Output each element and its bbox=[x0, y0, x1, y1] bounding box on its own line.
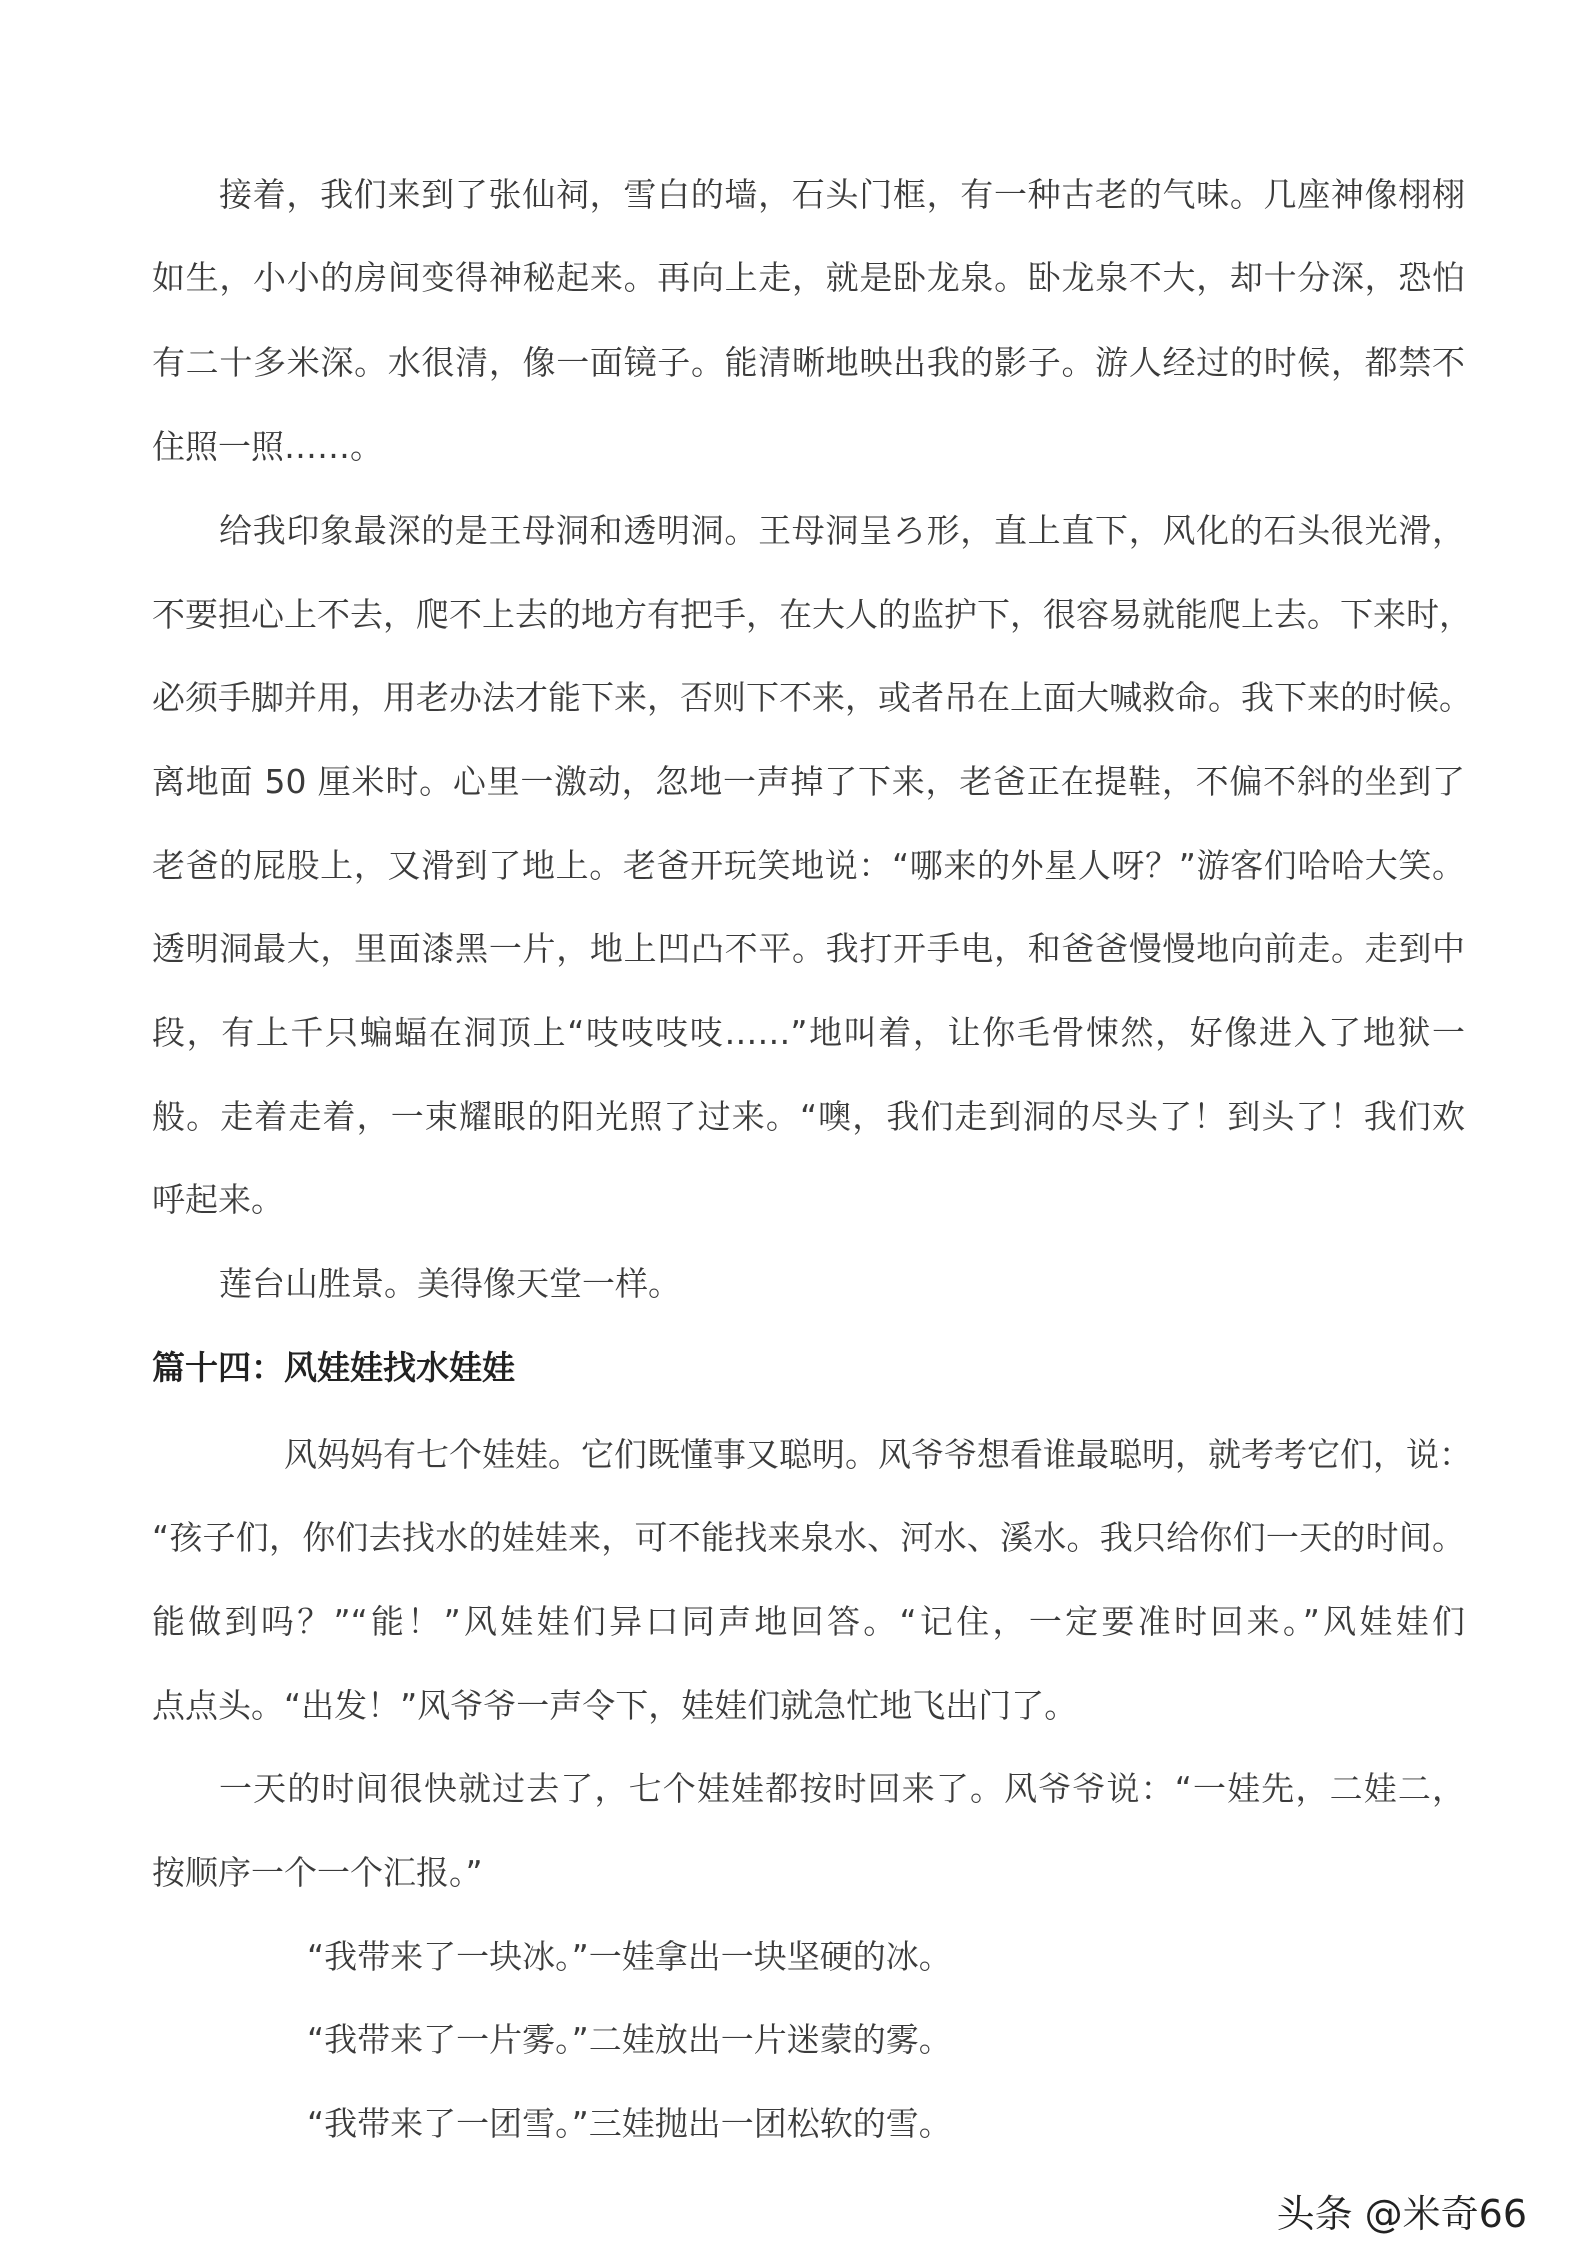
text-line: “孩子们，你们去找水的娃娃来，可不能找来泉水、河水、溪水。我只给你们一天的时间。 bbox=[152, 1518, 1465, 1557]
text-line: 莲台山胜景。美得像天堂一样。 bbox=[219, 1264, 681, 1303]
text-line: “我带来了一片雾。”二娃放出一片迷蒙的雾。 bbox=[307, 2020, 952, 2059]
text-line: 风妈妈有七个娃娃。它们既懂事又聪明。风爷爷想看谁最聪明，就考考它们，说： bbox=[284, 1435, 1472, 1474]
text-line: 一天的时间很快就过去了，七个娃娃都按时回来了。风爷爷说：“一娃先，二娃二， bbox=[219, 1769, 1465, 1808]
text-line: 住照一照……。 bbox=[152, 427, 383, 466]
section-heading: 篇十四：风娃娃找水娃娃 bbox=[152, 1348, 515, 1387]
text-line: 有二十多米深。水很清，像一面镜子。能清晰地映出我的影子。游人经过的时候，都禁不 bbox=[152, 343, 1465, 382]
text-line: 呼起来。 bbox=[152, 1180, 284, 1219]
text-line: 按顺序一个一个汇报。” bbox=[152, 1853, 483, 1892]
text-line: 段，有上千只蝙蝠在洞顶上“吱吱吱吱……”地叫着，让你毛骨悚然，好像进入了地狱一 bbox=[152, 1013, 1465, 1052]
text-line: 般。走着走着，一束耀眼的阳光照了过来。“噢，我们走到洞的尽头了！到头了！我们欢 bbox=[152, 1097, 1465, 1136]
text-line: 如生，小小的房间变得神秘起来。再向上走，就是卧龙泉。卧龙泉不大，却十分深，恐怕 bbox=[152, 258, 1465, 297]
text-line: 能做到吗？”“能！”风娃娃们异口同声地回答。“记住，一定要准时回来。”风娃娃们 bbox=[152, 1602, 1465, 1641]
text-line: 透明洞最大，里面漆黑一片，地上凹凸不平。我打开手电，和爸爸慢慢地向前走。走到中 bbox=[152, 929, 1465, 968]
text-line: 老爸的屁股上，又滑到了地上。老爸开玩笑地说：“哪来的外星人呀？”游客们哈哈大笑。 bbox=[152, 846, 1465, 885]
text-line: “我带来了一块冰。”一娃拿出一块坚硬的冰。 bbox=[307, 1937, 952, 1976]
text-line: 点点头。“出发！”风爷爷一声令下，娃娃们就急忙地飞出门了。 bbox=[152, 1686, 1078, 1725]
watermark: 头条 @米奇66 bbox=[1276, 2192, 1527, 2236]
text-line: 给我印象最深的是王母洞和透明洞。王母洞呈ろ形，直上直下，风化的石头很光滑， bbox=[219, 511, 1465, 550]
text-line: 接着，我们来到了张仙祠，雪白的墙，石头门框，有一种古老的气味。几座神像栩栩 bbox=[219, 175, 1465, 214]
text-line: “我带来了一团雪。”三娃抛出一团松软的雪。 bbox=[307, 2104, 952, 2143]
text-line: 不要担心上不去，爬不上去的地方有把手，在大人的监护下，很容易就能爬上去。下来时， bbox=[152, 595, 1472, 634]
text-line: 离地面 50 厘米时。心里一激动，忽地一声掉了下来，老爸正在提鞋，不偏不斜的坐到了 bbox=[152, 762, 1465, 801]
text-line: 必须手脚并用，用老办法才能下来，否则下不来，或者吊在上面大喊救命。我下来的时候。 bbox=[152, 678, 1472, 717]
